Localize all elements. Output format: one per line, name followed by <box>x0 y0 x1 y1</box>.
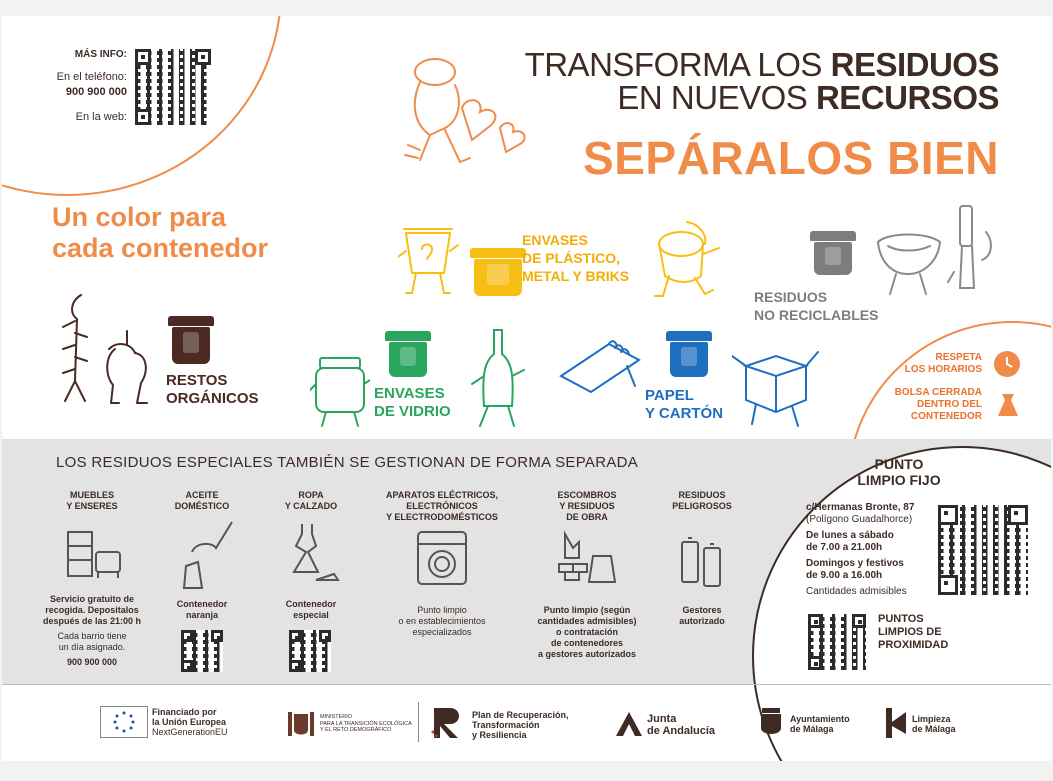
clothes-text: Contenedor especial <box>285 599 337 620</box>
eu-flag-icon <box>100 706 148 738</box>
subtitle: Un color para cada contenedor <box>52 202 269 263</box>
green-bin-icon <box>385 331 431 377</box>
oil-heading: ACEITE DOMÉSTICO <box>174 490 230 511</box>
schedule-notice: RESPETA LOS HORARIOS <box>904 352 982 375</box>
punto-limpio-qr-code[interactable] <box>938 505 1028 595</box>
glass-label: ENVASES DE VIDRIO <box>374 385 451 420</box>
junta-logo: Junta de Andalucía <box>647 713 716 737</box>
prtr-logo-icon <box>430 706 468 740</box>
rubble-text: Punto limpio (según cantidades admisibles) o contratación de contenedores a gestores autorizados <box>537 605 637 659</box>
footer-divider <box>2 684 1051 685</box>
box-illustration <box>732 342 822 432</box>
special-waste-title: LOS RESIDUOS ESPECIALES TAMBIÉN SE GESTIONAN DE FORMA SEPARADA <box>56 454 639 471</box>
plastic-label: ENVASES DE PLÁSTICO, METAL Y BRIKS <box>522 232 630 284</box>
more-info-label: MÁS INFO: <box>74 49 127 60</box>
spain-coat-of-arms-icon <box>286 706 316 740</box>
rubble-icon <box>557 528 619 586</box>
non-recyclable-label: RESIDUOS NO RECICLABLES <box>754 289 879 323</box>
junta-logo-icon <box>614 710 644 738</box>
can-illustration <box>647 214 727 304</box>
proximity-label: PUNTOS LIMPIOS DE PROXIMIDAD <box>878 613 949 651</box>
phone-number[interactable]: 900 900 000 <box>65 86 127 98</box>
grey-bin-icon <box>810 231 856 275</box>
closed-bag-notice: BOLSA CERRADA DENTRO DEL CONTENEDOR <box>894 387 982 422</box>
proximity-qr-code[interactable] <box>808 614 866 670</box>
furniture-text: Servicio gratuito de recogida. Depositalos después de las 21:00 h Cada barrio tiene un día asignado. 900 900 000 <box>42 594 142 667</box>
clothes-heading: ROPA Y CALZADO <box>284 490 338 511</box>
oil-pan-icon <box>172 518 236 590</box>
ministry-logo: MINISTERIO PARA LA TRANSICIÓN ECOLÓGICA Y EL RETO DEMOGRÁFICO <box>320 714 412 733</box>
electrical-text: Punto limpio o en establecimientos especializados <box>398 605 486 637</box>
bottle-illustration <box>468 326 528 436</box>
diaper-toothbrush-illustration <box>868 202 1003 297</box>
clothes-qr-code[interactable] <box>289 630 331 672</box>
eu-logo: Financiado por la Unión Europea NextGenerationEU <box>152 707 228 737</box>
clock-icon <box>994 351 1020 377</box>
info-qr-code[interactable] <box>135 49 211 125</box>
web-label: En la web: <box>75 111 127 123</box>
furniture-icon <box>66 526 122 582</box>
poster <box>2 16 1051 761</box>
fish-apple-illustration <box>57 291 157 411</box>
ministry-divider <box>418 702 419 742</box>
brown-bin-icon <box>168 316 214 364</box>
electrical-heading: APARATOS ELÉCTRICOS, ELECTRÓNICOS Y ELECTRODOMÉSTICOS <box>385 490 498 522</box>
malaga-shield-icon <box>758 706 784 740</box>
organic-label: RESTOS ORGÁNICOS <box>166 372 259 407</box>
oil-qr-code[interactable] <box>181 630 223 672</box>
oil-text: Contenedor naranja <box>176 599 228 620</box>
punto-limpio-info: c/Hermanas Bronte, 87 (Polígono Guadalhorce) De lunes a sábado de 7.00 a 21.00h Domingos y festivos de 9.00 a 16.00h Cantidades admisibles <box>806 502 915 597</box>
bag-icon <box>994 388 1022 418</box>
yogurt-cup-illustration <box>398 221 463 301</box>
yellow-bin-icon <box>470 248 526 296</box>
blue-bin-icon <box>666 331 712 377</box>
prtr-logo: Plan de Recuperación, Transformación y Resiliencia <box>472 710 569 740</box>
hazardous-text: Gestores autorizado <box>679 605 725 626</box>
limpieza-logo-icon <box>884 706 910 740</box>
dress-shoe-icon <box>290 522 340 584</box>
hazardous-heading: RESIDUOS PELIGROSOS <box>672 490 732 511</box>
headline: SEPÁRALOS BIEN <box>583 132 999 184</box>
furniture-heading: MUEBLES Y ENSERES <box>66 490 118 511</box>
batteries-icon <box>678 534 728 588</box>
punto-limpio-title: PUNTO LIMPIO FIJO <box>857 456 941 488</box>
jar-illustration <box>310 354 370 429</box>
phone-label: En el teléfono: <box>56 71 127 83</box>
main-title: TRANSFORMA LOS RESIDUOS EN NUEVOS RECURSOS <box>524 46 999 116</box>
notebook-illustration <box>557 336 647 396</box>
rubble-heading: ESCOMBROS Y RESIDUOS DE OBRA <box>557 490 617 522</box>
limpieza-logo: Limpieza de Málaga <box>912 714 956 734</box>
paper-label: PAPEL Y CARTÓN <box>645 387 724 422</box>
ayuntamiento-logo: Ayuntamiento de Málaga <box>790 714 850 734</box>
heart-carrier-illustration <box>400 50 540 170</box>
washing-machine-icon <box>416 530 468 586</box>
